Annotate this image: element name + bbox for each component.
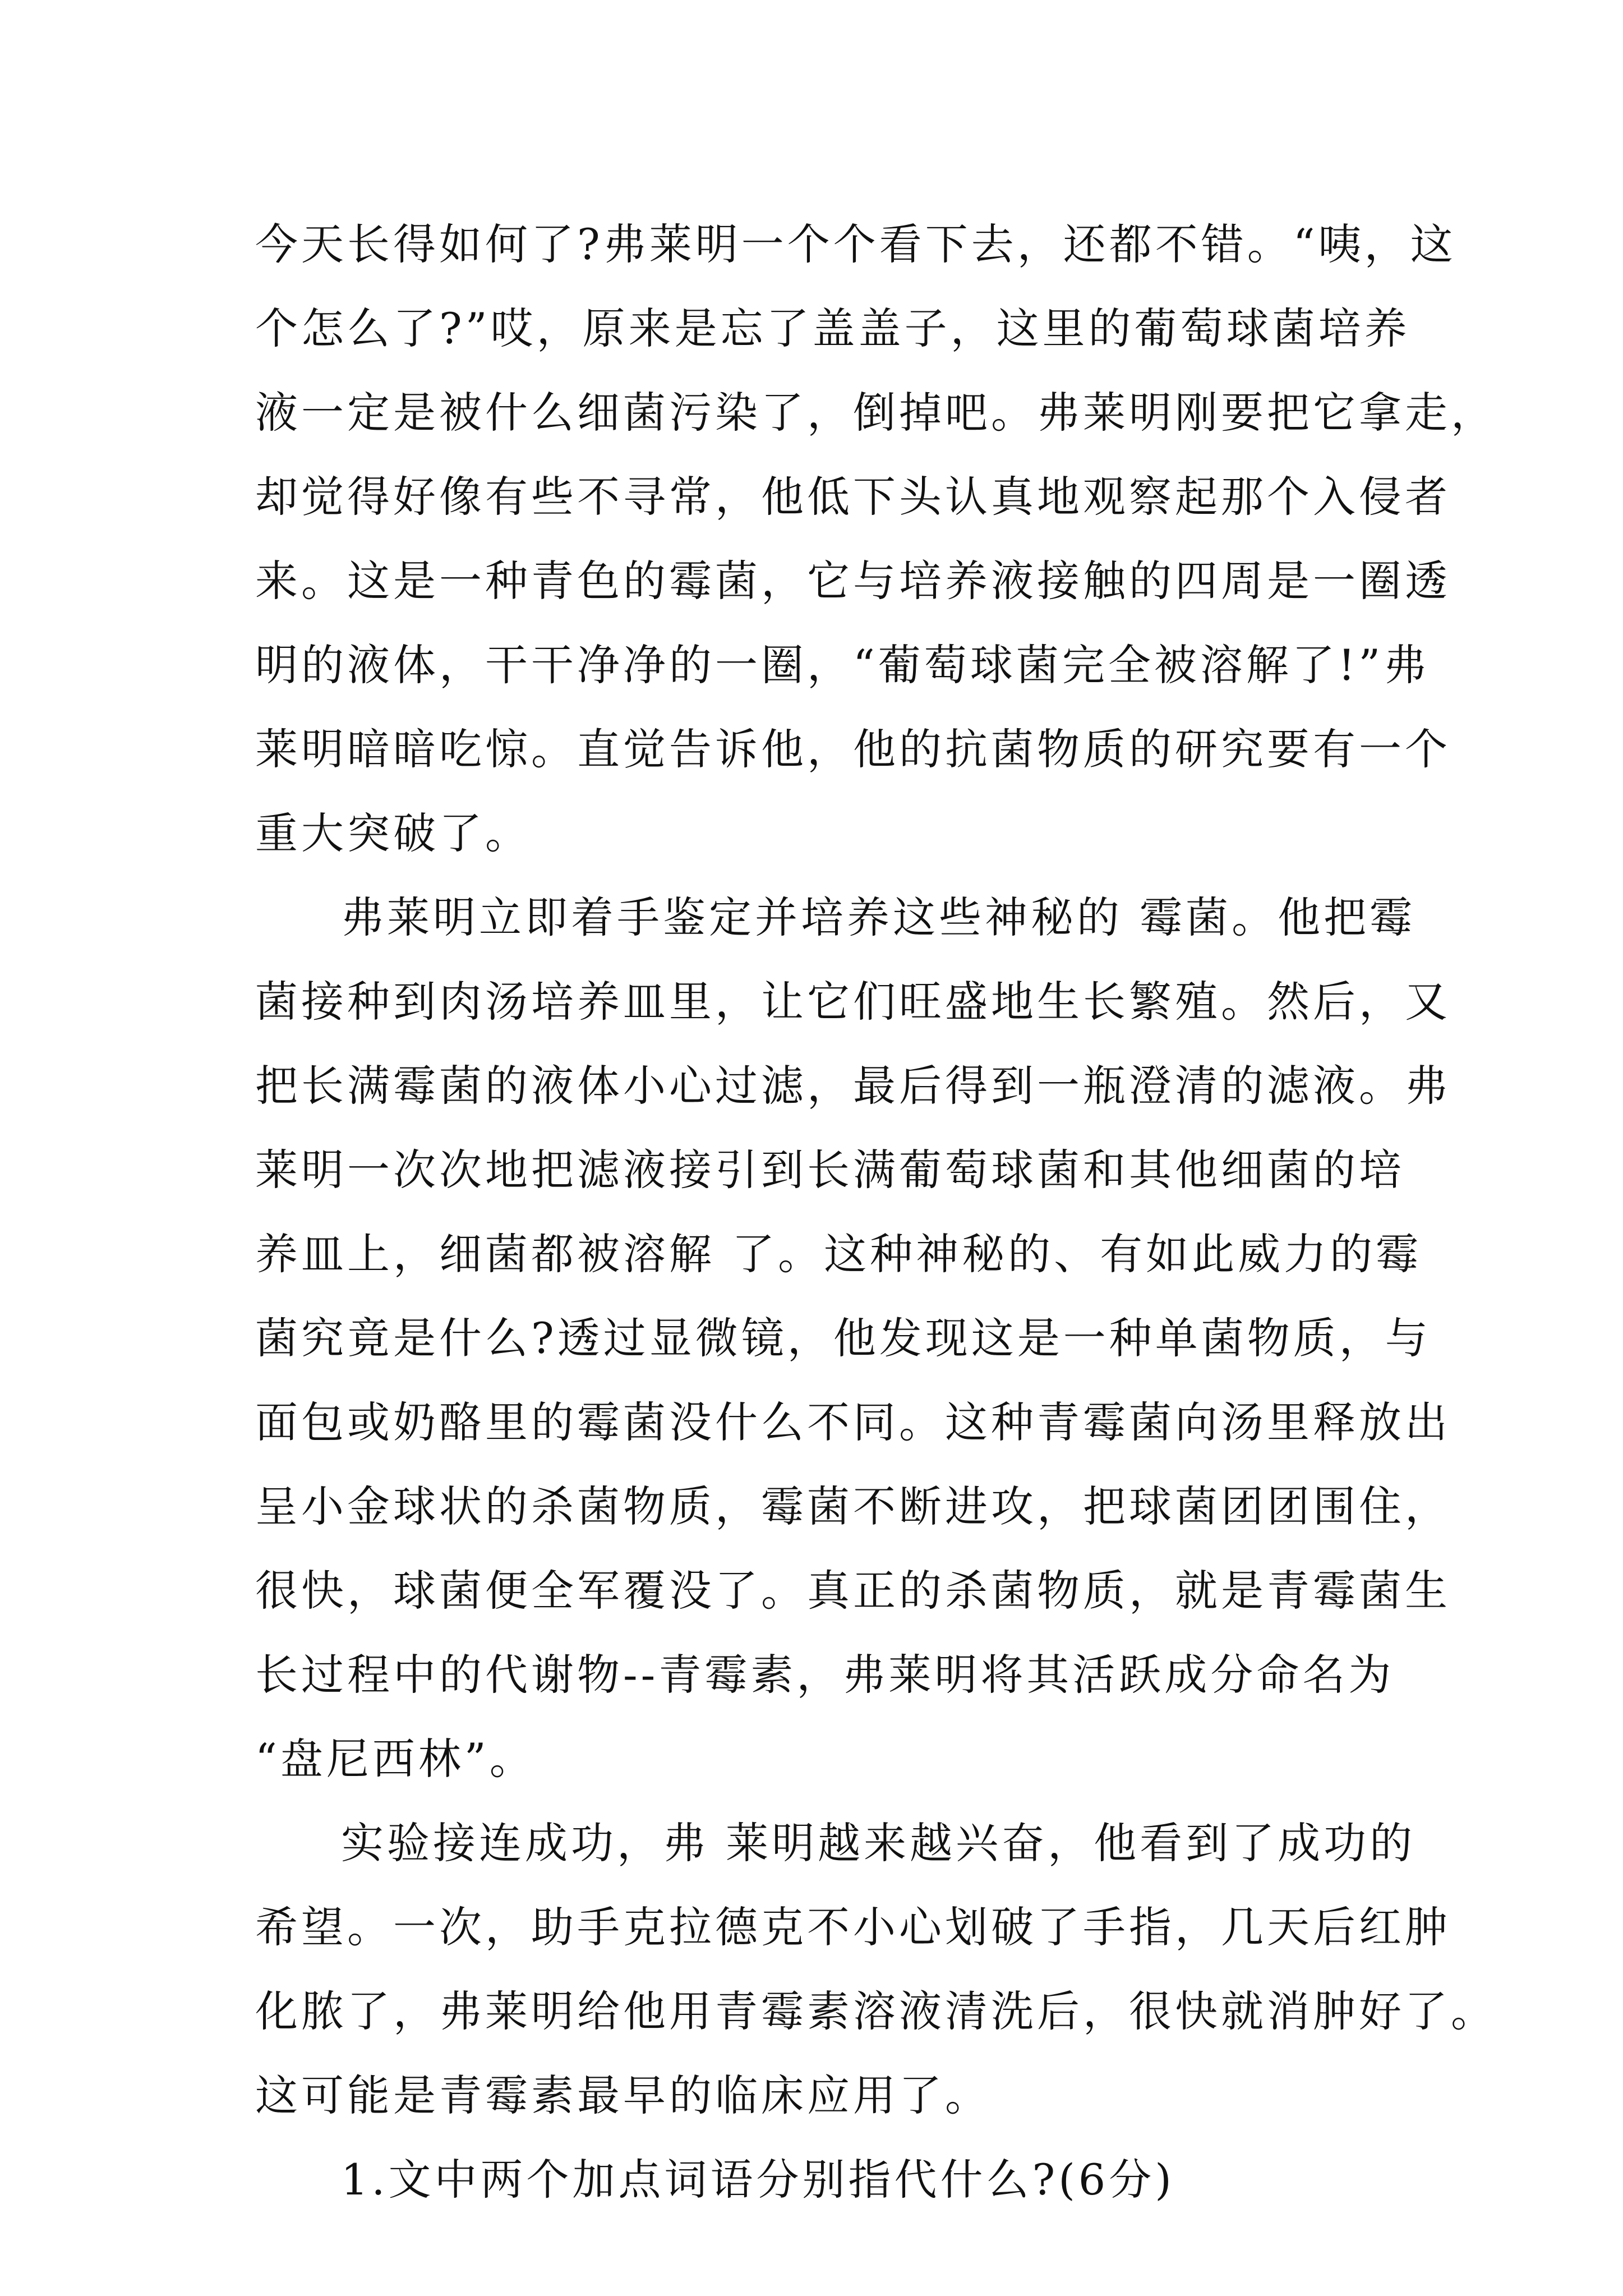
paragraph-3-line-4: 这可能是青霉素最早的临床应用了。 <box>255 2070 991 2120</box>
paragraph-2-line-1: 弗莱明立即着手鉴定并培养这些神秘的 霉菌。他把霉 <box>341 892 1416 942</box>
paragraph-3-line-2: 希望。一次，助手克拉德克不小心划破了手指，几天后红肿 <box>255 1902 1451 1952</box>
paragraph-1-line-5: 来。这是一种青色的霉菌，它与培养液接触的四周是一圈透 <box>255 556 1451 606</box>
paragraph-1-line-2: 个怎么了?”哎，原来是忘了盖盖子，这里的葡萄球菌培养 <box>255 303 1410 353</box>
paragraph-2-line-4: 莱明一次次地把滤液接引到长满葡萄球菌和其他细菌的培 <box>255 1145 1405 1195</box>
paragraph-2-line-8: 呈小金球状的杀菌物质，霉菌不断进攻，把球菌团团围住， <box>255 1481 1451 1531</box>
paragraph-1-line-8: 重大突破了。 <box>255 808 531 858</box>
paragraph-1-line-6: 明的液体，干干净净的一圈，“葡萄球菌完全被溶解了!”弗 <box>255 640 1430 690</box>
question-1: 1.文中两个加点词语分别指代什么?(6分) <box>341 2155 1175 2205</box>
paragraph-3-line-1: 实验接连成功，弗 莱明越来越兴奋，他看到了成功的 <box>341 1818 1416 1868</box>
paragraph-2-line-7: 面包或奶酪里的霉菌没什么不同。这种青霉菌向汤里释放出 <box>255 1397 1451 1447</box>
paragraph-2-line-9: 很快，球菌便全军覆没了。真正的杀菌物质，就是青霉菌生 <box>255 1566 1451 1616</box>
paragraph-2-line-2: 菌接种到肉汤培养皿里，让它们旺盛地生长繁殖。然后，又 <box>255 977 1451 1027</box>
paragraph-2-line-6: 菌究竟是什么?透过显微镜，他发现这是一种单菌物质，与 <box>255 1313 1431 1363</box>
paragraph-2-line-10: 长过程中的代谢物--青霉素，弗莱明将其活跃成分命名为 <box>255 1650 1395 1700</box>
paragraph-3-line-3: 化脓了，弗莱明给他用青霉素溶液清洗后，很快就消肿好了。 <box>255 1986 1497 2036</box>
paragraph-1-line-7: 莱明暗暗吃惊。直觉告诉他，他的抗菌物质的研究要有一个 <box>255 724 1451 774</box>
paragraph-1-line-1: 今天长得如何了?弗莱明一个个看下去，还都不错。“咦，这 <box>255 219 1456 269</box>
paragraph-1-line-3: 液一定是被什么细菌污染了，倒掉吧。弗莱明刚要把它拿走， <box>255 388 1497 438</box>
paragraph-2-line-3: 把长满霉菌的液体小心过滤，最后得到一瓶澄清的滤液。弗 <box>255 1061 1451 1111</box>
paragraph-2-line-5: 养皿上，细菌都被溶解 了。这种神秘的、有如此威力的霉 <box>255 1229 1422 1279</box>
paragraph-2-line-11: “盘尼西林”。 <box>255 1734 536 1784</box>
paragraph-1-line-4: 却觉得好像有些不寻常，他低下头认真地观察起那个入侵者 <box>255 472 1451 522</box>
